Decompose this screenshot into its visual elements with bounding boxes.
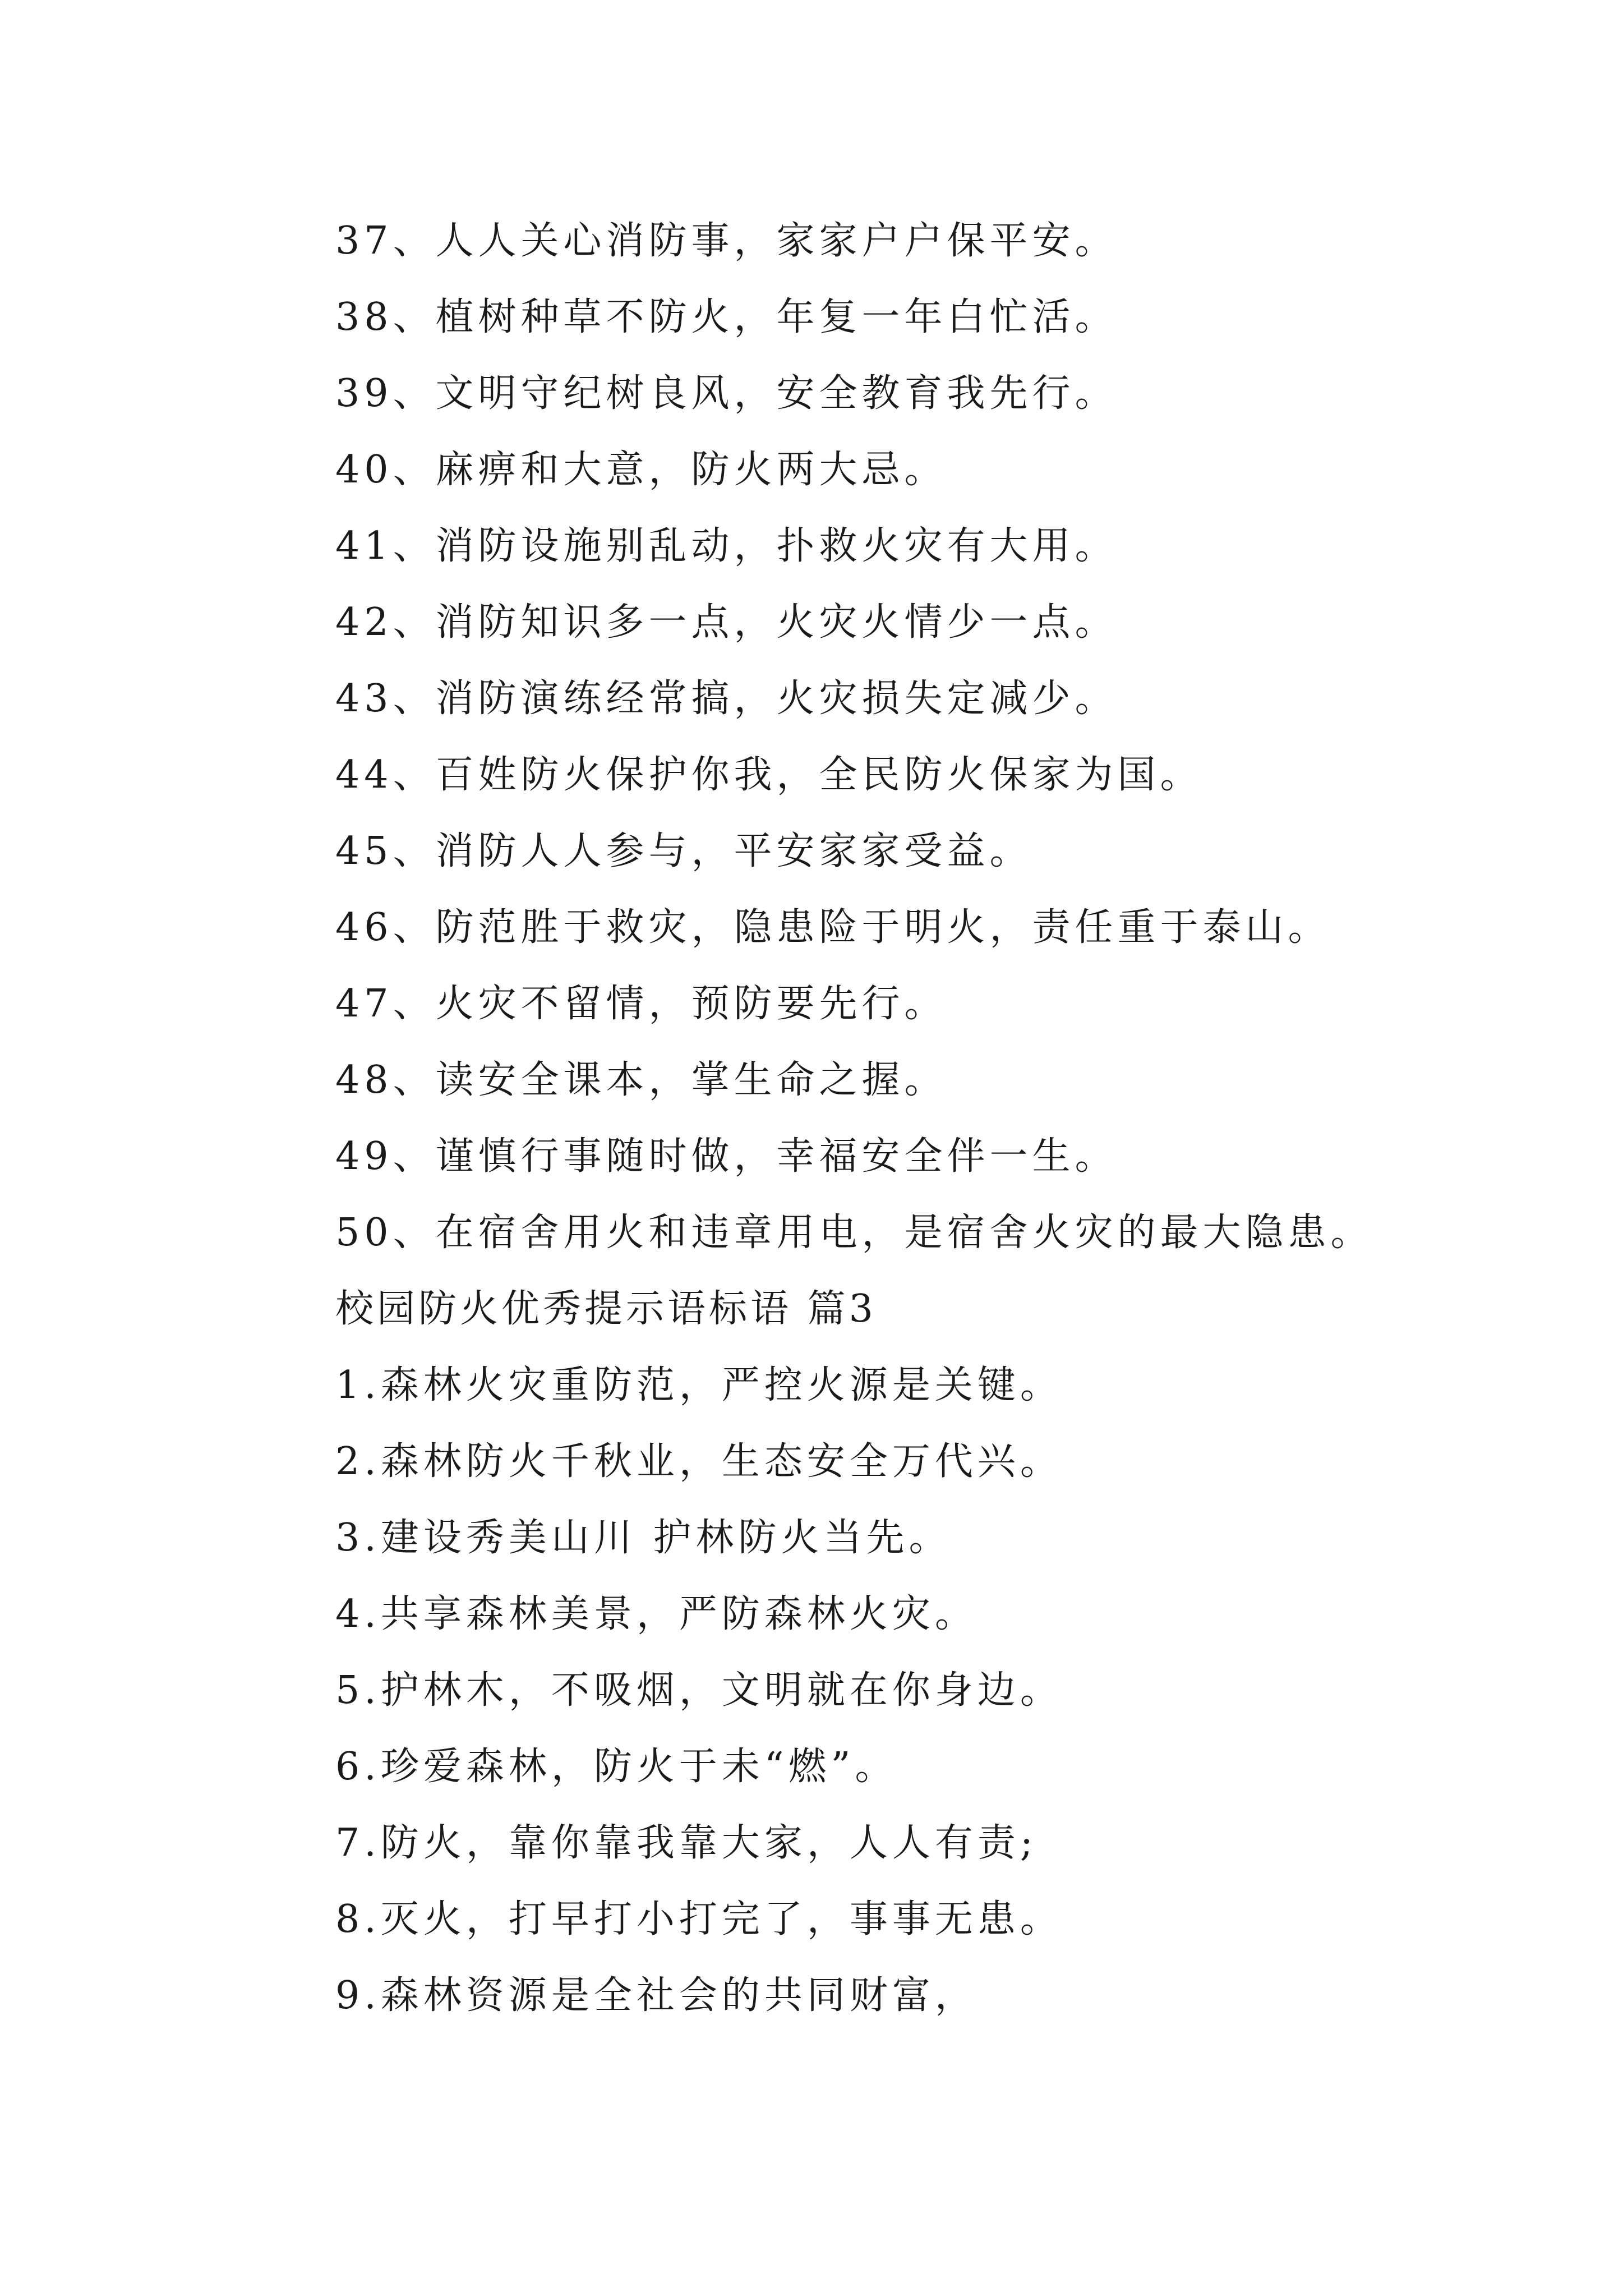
slogan-line: 42、消防知识多一点，火灾火情少一点。 [335,600,1118,645]
slogan-line: 41、消防设施别乱动，扑救火灾有大用。 [335,524,1118,568]
slogan-line: 3.建设秀美山川 护林防火当先。 [335,1516,952,1560]
slogan-line: 5.护林木，不吸烟，文明就在你身边。 [335,1668,1063,1713]
slogan-line: 48、读安全课本，掌生命之握。 [335,1058,947,1102]
slogan-line: 1.森林火灾重防范，严控火源是关键。 [335,1363,1063,1407]
section-heading: 校园防火优秀提示语标语 篇3 [335,1287,877,1331]
document-body [335,216,1513,2047]
slogan-line: 50、在宿舍用火和违章用电，是宿舍火灾的最大隐患。 [335,1211,1373,1255]
slogan-line: 49、谨慎行事随时做，幸福安全伴一生。 [335,1134,1118,1179]
slogan-line: 40、麻痹和大意，防火两大忌。 [335,448,947,492]
slogan-line: 44、百姓防火保护你我，全民防火保家为国。 [335,753,1203,797]
slogan-line: 43、消防演练经常搞，火灾损失定减少。 [335,677,1118,721]
slogan-line: 38、植树种草不防火，年复一年白忙活。 [335,295,1118,339]
slogan-line: 2.森林防火千秋业，生态安全万代兴。 [335,1439,1063,1484]
slogan-line: 39、文明守纪树良风，安全教育我先行。 [335,371,1118,416]
slogan-line: 47、火灾不留情，预防要先行。 [335,982,947,1026]
slogan-line: 37、人人关心消防事，家家户户保平安。 [335,219,1118,263]
slogan-line: 6.珍爱森林，防火于未“燃”。 [335,1745,898,1789]
slogan-line: 8.灭火，打早打小打完了，事事无患。 [335,1897,1063,1941]
slogan-line: 7.防火，靠你靠我靠大家，人人有责; [335,1821,1038,1865]
slogan-line: 4.共享森林美景，严防森林火灾。 [335,1592,978,1636]
slogan-line: 45、消防人人参与，平安家家受益。 [335,829,1032,873]
slogan-line: 46、防范胜于救灾，隐患险于明火，责任重于泰山。 [335,905,1331,950]
slogan-line: 9.森林资源是全社会的共同财富， [335,1973,978,2018]
